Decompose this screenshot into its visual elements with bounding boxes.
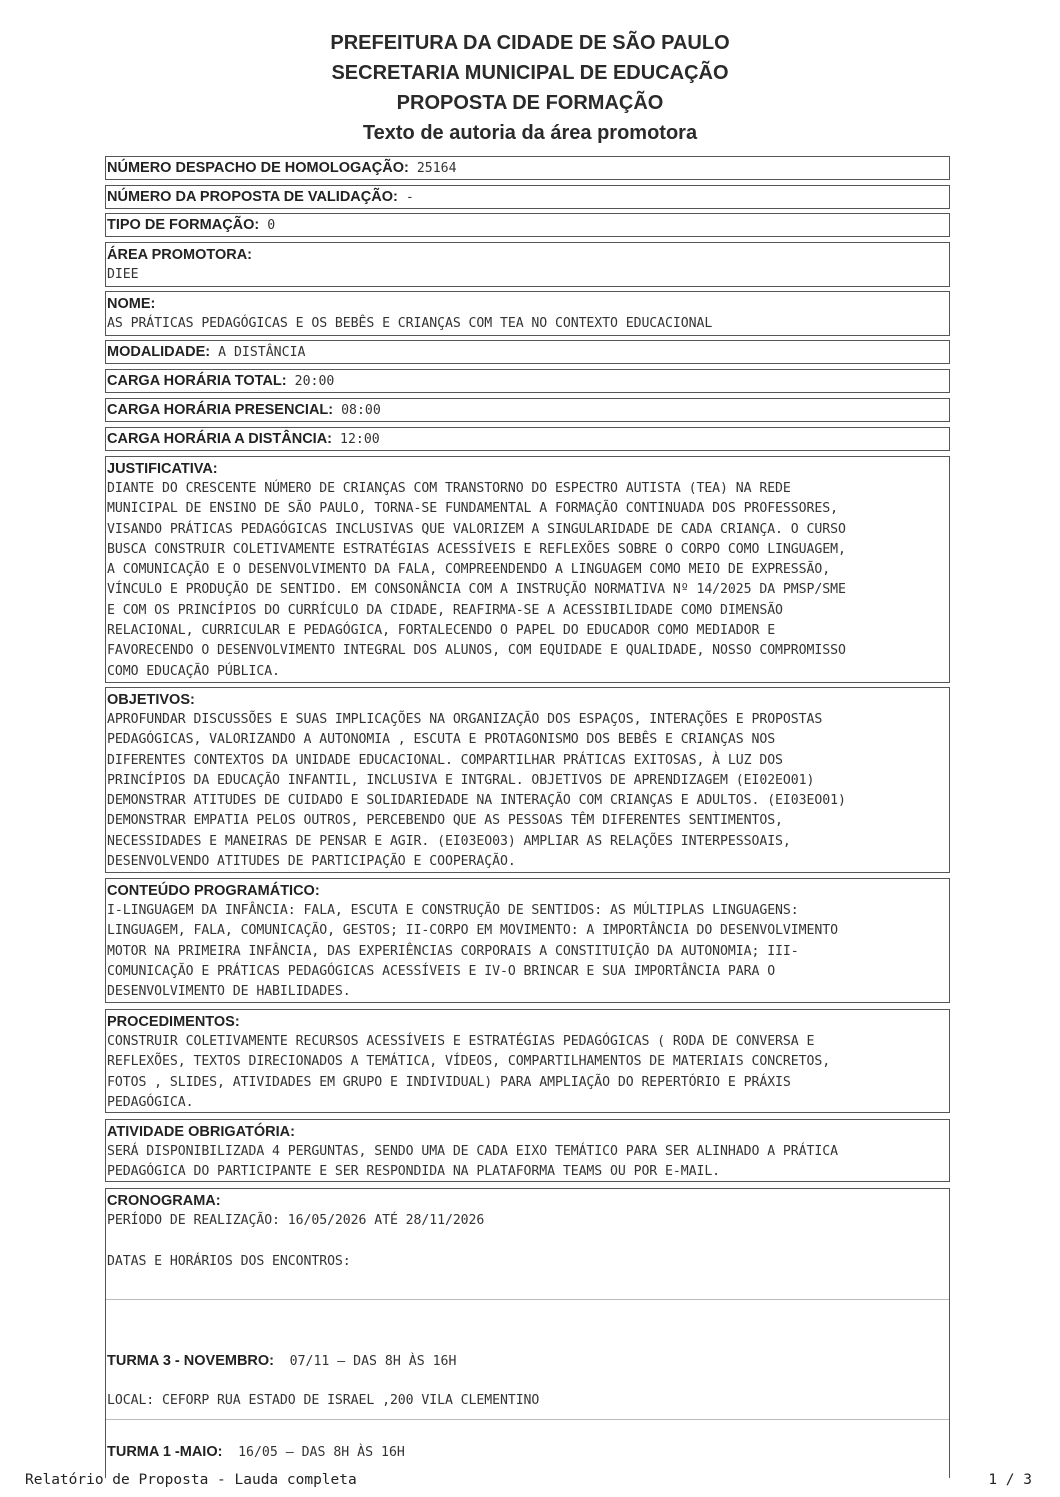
text-line: PEDAGÓGICAS, VALORIZANDO A AUTONOMIA , ESCUTA E PROTAGONISMO DOS BEBÊS E CRIANÇAS NOS — [107, 732, 776, 748]
field-value: A DISTÂNCIA — [218, 344, 306, 360]
field-value: 20:00 — [294, 373, 335, 389]
text-line: DESENVOLVIMENTO DE HABILIDADES. — [107, 984, 351, 1000]
text-line: COMUNICAÇÃO E PRÁTICAS PEDAGÓGICAS ACESSÍVEIS E IV-O BRINCAR E SUA IMPORTÂNCIA PARA O — [107, 963, 776, 979]
field-value: 08:00 — [341, 402, 381, 418]
text-line: RELACIONAL, CURRICULAR E PEDAGÓGICA, FORTALECENDO O PAPEL DO EDUCADOR COMO MEDIADOR E — [107, 623, 776, 639]
field-label: PROCEDIMENTOS: — [107, 1014, 240, 1030]
text-line: SERÁ DISPONIBILIZADA 4 PERGUNTAS, SENDO UMA DE CADA EIXO TEMÁTICO PARA SER ALINHADO A PRÁTICA — [107, 1144, 838, 1159]
cronograma-turma-3 — [107, 1350, 456, 1371]
turma-value: 07/11 – DAS 8H ÀS 16H — [289, 1354, 457, 1369]
text-line: DIANTE DO CRESCENTE NÚMERO DE CRIANÇAS COM TRANSTORNO DO ESPECTRO AUTISTA (TEA) NA REDE — [107, 481, 791, 496]
text-line: I-LINGUAGEM DA INFÂNCIA: FALA, ESCUTA E CONSTRUÇÃO DE SENTIDOS: AS MÚLTIPLAS LINGUAGENS: — [107, 903, 799, 918]
text-line: APROFUNDAR DISCUSSÕES E SUAS IMPLICAÇÕES NA ORGANIZAÇÃO DOS ESPAÇOS, INTERAÇÕES E PROPOSTAS — [107, 712, 823, 727]
document-header — [0, 28, 1060, 148]
field-value: 25164 — [416, 160, 457, 176]
text-line: FAVORECENDO O DESENVOLVIMENTO INTEGRAL DOS ALUNOS, COM EQUIDADE E QUALIDADE, NOSSO COMPROMISSO — [107, 643, 846, 659]
text-line: VÍNCULO E PRODUÇÃO DE SENTIDO. EM CONSONÂNCIA COM A INSTRUÇÃO NORMATIVA Nº 14/2025 DA PMSP/SME — [107, 582, 846, 598]
field-justificativa — [105, 456, 950, 683]
text-line: CONSTRUIR COLETIVAMENTE RECURSOS ACESSÍVEIS E ESTRATÉGIAS PEDAGÓGICAS ( RODA DE CONVERSA E — [107, 1034, 815, 1049]
field-atividade-obrigatoria — [105, 1119, 950, 1182]
field-value: 0 — [267, 217, 276, 233]
text-line: PRINCÍPIOS DA EDUCAÇÃO INFANTIL, INCLUSIVA E INTGRAL. OBJETIVOS DE APRENDIZAGEM (EI02EO01) — [107, 772, 815, 788]
header-subtitle: Texto de autoria da área promotora — [362, 122, 698, 144]
field-label: NÚMERO DESPACHO DE HOMOLOGAÇÃO: — [107, 160, 409, 176]
field-validacao — [105, 185, 950, 209]
field-label: CRONOGRAMA: — [107, 1193, 221, 1209]
text-line: E COM OS PRINCÍPIOS DO CURRÍCULO DA CIDADE, REAFIRMA-SE A ACESSIBILIDADE COMO DIMENSÃO — [107, 602, 783, 618]
text-line: LINGUAGEM, FALA, COMUNICAÇÃO, GESTOS; II-CORPO EM MOVIMENTO: A IMPORTÂNCIA DO DESENVOLVIMENTO — [107, 923, 838, 939]
field-value: DIEE — [107, 267, 139, 282]
field-label: CARGA HORÁRIA TOTAL: — [107, 373, 287, 389]
text-line: FOTOS , SLIDES, ATIVIDADES EM GRUPO E INDIVIDUAL) PARA AMPLIAÇÃO DO REPERTÓRIO E PRÁXIS — [107, 1074, 791, 1090]
text-line: DEMONSTRAR EMPATIA PELOS OUTROS, PERCEBENDO QUE AS PESSOAS TÊM DIFERENTES SENTIMENTOS, — [107, 813, 783, 829]
text-line: REFLEXÕES, TEXTOS DIRECIONADOS A TEMÁTICA, VÍDEOS, COMPARTILHAMENTOS DE MATERIAIS CONCRETOS, — [107, 1054, 831, 1070]
turma-label: TURMA 3 - NOVEMBRO: — [107, 1353, 275, 1369]
field-label: CARGA HORÁRIA A DISTÂNCIA: — [107, 431, 333, 447]
field-objetivos — [105, 687, 950, 873]
footer-title: Relatório de Proposta - Lauda completa — [25, 1472, 357, 1488]
turma-label: TURMA 1 -MAIO: — [107, 1444, 223, 1460]
field-carga-presencial — [105, 398, 950, 422]
field-label: OBJETIVOS: — [107, 692, 195, 708]
field-label: ÁREA PROMOTORA: — [107, 247, 252, 263]
field-carga-total — [105, 369, 950, 393]
header-prefeitura: PREFEITURA DA CIDADE DE SÃO PAULO — [330, 32, 730, 54]
cronograma-local: LOCAL: CEFORP RUA ESTADO DE ISRAEL ,200 VILA CLEMENTINO — [107, 1393, 540, 1408]
text-line: VISANDO PRÁTICAS PEDAGÓGICAS INCLUSIVAS QUE VALORIZEM A SINGULARIDADE DE CADA CRIANÇA. O CURSO — [107, 521, 846, 537]
field-value: 12:00 — [340, 431, 380, 447]
field-label: CARGA HORÁRIA PRESENCIAL: — [107, 402, 334, 418]
header-secretaria: SECRETARIA MUNICIPAL DE EDUCAÇÃO — [331, 62, 729, 84]
field-carga-distancia — [105, 427, 950, 451]
cronograma-datas-label: DATAS E HORÁRIOS DOS ENCONTROS: — [107, 1254, 351, 1269]
text-line: MUNICIPAL DE ENSINO DE SÃO PAULO, TORNA-SE FUNDAMENTAL A FORMAÇÃO CONTINUADA DOS PROFESSORES, — [107, 501, 838, 517]
cronograma-divider — [106, 1419, 949, 1420]
field-cronograma — [105, 1188, 950, 1478]
text-line: PEDAGÓGICA DO PARTICIPANTE E SER RESPONDIDA NA PLATAFORMA TEAMS OU POR E-MAIL. — [107, 1164, 721, 1180]
cronograma-divider — [106, 1299, 949, 1300]
field-label: TIPO DE FORMAÇÃO: — [107, 217, 260, 233]
text-line: A COMUNICAÇÃO E O DESENVOLVIMENTO DA FALA, COMPREENDENDO A LINGUAGEM COMO MEIO DE EXPRESSÃO, — [107, 562, 831, 578]
field-modalidade — [105, 340, 950, 364]
field-value: AS PRÁTICAS PEDAGÓGICAS E OS BEBÊS E CRIANÇAS COM TEA NO CONTEXTO EDUCACIONAL — [107, 316, 713, 331]
field-despacho — [105, 156, 950, 180]
field-label: MODALIDADE: — [107, 344, 211, 360]
text-line: DIFERENTES CONTEXTOS DA UNIDADE EDUCACIONAL. COMPARTILHAR PRÁTICAS EXITOSAS, À LUZ DOS — [107, 752, 783, 768]
text-line: DESENVOLVENDO ATITUDES DE PARTICIPAÇÃO E COOPERAÇÃO. — [107, 854, 516, 870]
field-label: JUSTIFICATIVA: — [107, 461, 218, 477]
field-conteudo-programatico — [105, 878, 950, 1003]
cronograma-periodo: PERÍODO DE REALIZAÇÃO: 16/05/2026 ATÉ 28/11/2026 — [107, 1213, 485, 1228]
field-label: CONTEÚDO PROGRAMÁTICO: — [107, 883, 320, 899]
text-line: BUSCA CONSTRUIR COLETIVAMENTE ESTRATÉGIAS ACESSÍVEIS E REFLEXÕES SOBRE O CORPO COMO LINGUAGEM, — [107, 541, 846, 557]
header-proposta: PROPOSTA DE FORMAÇÃO — [396, 92, 664, 114]
field-nome — [105, 291, 950, 336]
field-label: ATIVIDADE OBRIGATÓRIA: — [107, 1124, 295, 1140]
field-procedimentos — [105, 1009, 950, 1113]
page-number: 1 / 3 — [988, 1472, 1032, 1488]
text-line: MOTOR NA PRIMEIRA INFÂNCIA, DAS EXPERIÊNCIAS CORPORAIS A CONSTITUIÇÃO DA AUTONOMIA; III- — [107, 943, 799, 959]
field-label: NÚMERO DA PROPOSTA DE VALIDAÇÃO: — [107, 189, 398, 205]
field-area-promotora — [105, 242, 950, 287]
text-line: COMO EDUCAÇÃO PÚBLICA. — [107, 663, 280, 679]
text-line: PEDAGÓGICA. — [107, 1094, 194, 1110]
text-line: DEMONSTRAR ATITUDES DE CUIDADO E SOLIDARIEDADE NA INTERAÇÃO COM CRIANÇAS E ADULTOS. (EI03EO01) — [107, 793, 846, 809]
field-value: - — [405, 189, 414, 205]
turma-value: 16/05 – DAS 8H ÀS 16H — [238, 1445, 405, 1460]
field-label: NOME: — [107, 296, 156, 312]
cronograma-turma-1 — [107, 1441, 405, 1462]
field-tipo-formacao — [105, 213, 950, 237]
text-line: NECESSIDADES E MANEIRAS DE PENSAR E AGIR. (EI03EO03) AMPLIAR AS RELAÇÕES INTERPESSOAIS, — [107, 833, 791, 849]
